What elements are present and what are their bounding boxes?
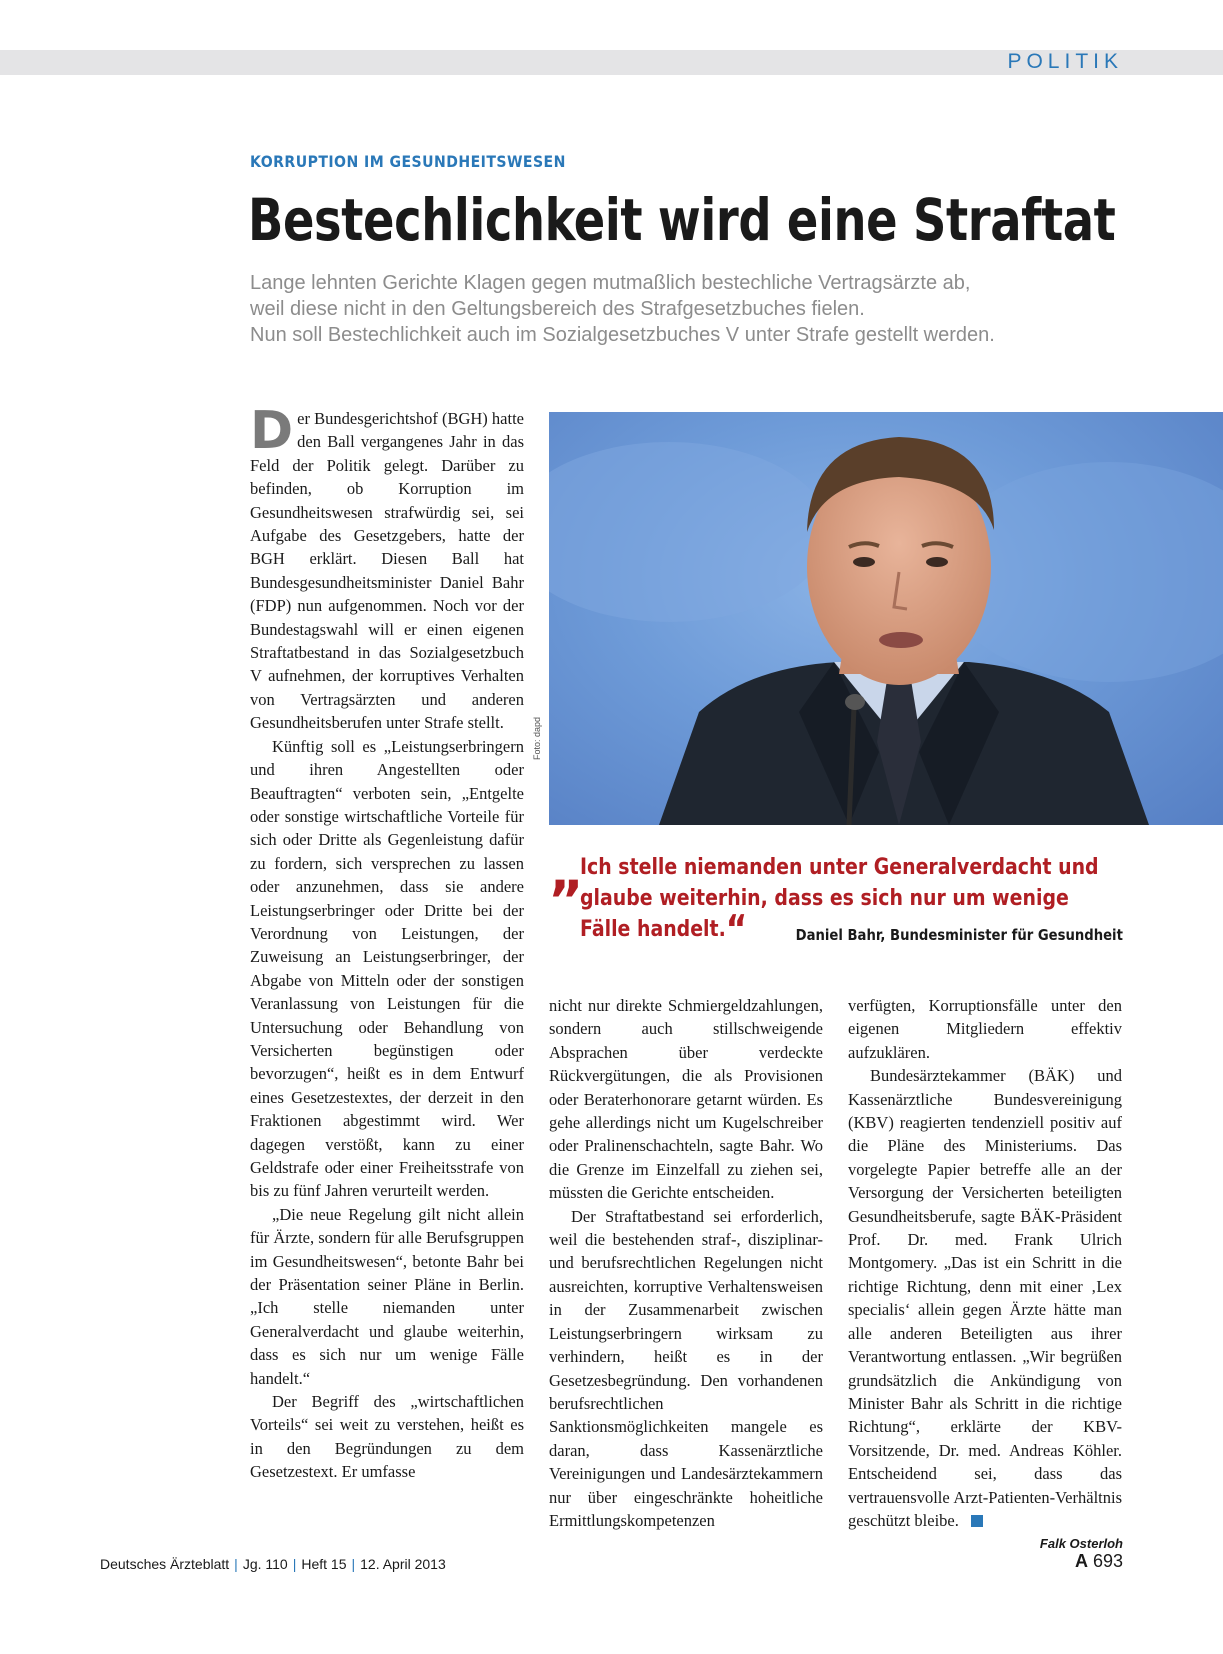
lead-line: weil diese nicht in den Geltungsbereich des Strafgesetzbuches fielen.: [250, 298, 865, 320]
quote-open-mark: „: [549, 840, 585, 903]
body-paragraph: Der Bundesgerichtshof (BGH) hatte den Ball vergangenes Jahr in das Feld der Politik gelegt. Darüber zu befinden, ob Korruption im Gesundheitswesen strafwürdig sei, sei Aufgabe des Gesetzgebers, hatte der BGH erklärt. Diesen Ball hat Bundesgesundheitsminister Daniel Bahr (FDP) nun aufgenommen. Noch vor der Bundestagswahl will er einen eigenen Straftatbestand in das Sozialgesetzbuch V aufnehmen, der korruptives Verhalten von Vertragsärzten und anderen Gesundheitsberufen unter Strafe stellt.: [250, 407, 524, 733]
footer-publication: Deutsches Ärzteblatt: [100, 1556, 230, 1572]
section-label: POLITIK: [1007, 50, 1123, 73]
body-column-1: [250, 407, 524, 1552]
article-lead: [250, 270, 1150, 348]
quote-line: Ich stelle niemanden unter Generalverdacht und: [580, 855, 1099, 880]
body-paragraph: Künftig soll es „Leistungserbringern und ihren Angestellten oder Beauftragten“ verboten sein, „Entgelte oder sonstige wirtschaftliche Vorteile für sich oder Dritte als Gegenleistung dafür zu fordern, sich versprechen zu lassen oder anzunehmen, dass sie andere Leistungserbringer oder Dritte bei der Verordnung von Leistungen, der Zuweisung an Leistungserbringer, der Abgabe von Mitteln oder der sonstigen Veranlassung von Leistungen für die Untersuchung oder Behandlung von Versicherten begünstigen oder bevorzugen“, heißt es in dem Entwurf eines Gesetzestextes, der derzeit in den Fraktionen abgestimmt wird. Wer dagegen verstößt, kann zu einer Geldstrafe oder einer Freiheitsstrafe von bis zu fünf Jahren verurteilt werden.: [250, 736, 524, 1201]
body-column-3: [848, 994, 1122, 1554]
page-number: A 693: [1074, 1551, 1123, 1571]
article-headline: Bestechlichkeit wird eine Straftat: [248, 186, 1116, 254]
portrait-illustration: [549, 412, 1223, 825]
article-kicker: KORRUPTION IM GESUNDHEITSWESEN: [250, 152, 566, 171]
quote-line: Fälle handelt.“: [580, 907, 748, 951]
body-paragraph: verfügten, Korruptionsfälle unter den eigenen Mitgliedern effektiv aufzuklären.: [848, 996, 1122, 1062]
quote-close-mark: “: [725, 907, 748, 951]
lead-line: Nun soll Bestechlichkeit auch im Sozialgesetzbuches V unter Strafe gestellt werden.: [250, 324, 995, 346]
article-author: Falk Osterloh: [1039, 1536, 1123, 1551]
page-footer: Deutsches Ärzteblatt | Jg. 110 | Heft 15 | 12. April 2013: [100, 1556, 446, 1572]
footer-volume: Jg. 110: [242, 1556, 288, 1572]
end-mark-icon: [971, 1515, 983, 1527]
footer-issue: Heft 15: [301, 1556, 347, 1572]
body-paragraph: nicht nur direkte Schmiergeldzahlungen, sondern auch stillschweigende Absprachen über verdeckte Rückvergütungen, die als Provisionen oder Beraterhonorare getarnt würden. Es gehe allerdings nicht um Kugelschreiber oder Pralinenschachteln, sagte Bahr. Wo die Grenze im Einzelfall zu ziehen sei, müssten die Gerichte entscheiden.: [549, 996, 823, 1203]
footer-date: 12. April 2013: [360, 1556, 446, 1572]
body-paragraph: „Die neue Regelung gilt nicht allein für Ärzte, sondern für alle Berufsgruppen im Gesundheitswesen“, betonte Bahr bei der Präsentation seiner Pläne in Berlin. „Ich stelle niemanden unter Generalverdacht und glaube weiterhin, dass es sich nur um wenige Fälle handelt.“: [250, 1204, 524, 1388]
body-paragraph: Bundesärztekammer (BÄK) und Kassenärztliche Bundesvereinigung (KBV) reagierten tendenziell positiv auf die Pläne des Ministeriums. Das vorgelegte Papier betreffe alle an der Versorgung der Versicherten beteiligten Gesundheitsberufe, sagte BÄK-Präsident Prof. Dr. med. Frank Ulrich Montgomery. „Das ist ein Schritt in die richtige Richtung, denn mit einer ‚Lex specialis‘ allein gegen Ärzte hätte man alle anderen Beteiligten aus ihrer Verantwortung entlassen. „Wir begrüßen grundsätzlich die Ankündigung von Minister Bahr als Schritt in die richtige Richtung“, erklärte der KBV-Vorsitzende, Dr. med. Andreas Köhler. Entscheidend sei, dass das vertrauensvolle Arzt-Patienten-Verhältnis geschützt bleibe.: [848, 1066, 1122, 1530]
body-column-2: [549, 994, 823, 1554]
quote-attribution: Daniel Bahr, Bundesminister für Gesundheit: [795, 926, 1123, 944]
drop-cap: D: [250, 407, 294, 461]
article-photo: [549, 412, 1223, 825]
body-paragraph: Der Straftatbestand sei erforderlich, weil die bestehenden straf-, disziplinar- und berufsrechtlichen Regelungen nicht ausreichten, korruptive Verhaltensweisen in der Zusammenarbeit zwischen Leistungserbringern wirksam zu verhindern, heißt es in der Gesetzesbegründung. Den vorhandenen berufsrechtlichen Sanktionsmöglichkeiten mangele es daran, dass Kassenärztliche Vereinigungen und Landesärztekammern nur über eingeschränkte hoheitliche Ermittlungskompetenzen: [549, 1206, 823, 1530]
photo-credit: Foto: dapd: [532, 716, 542, 760]
lead-line: Lange lehnten Gerichte Klagen gegen mutmaßlich bestechliche Vertragsärzte ab,: [250, 272, 971, 294]
quote-line: glaube weiterhin, dass es sich nur um wenige: [580, 886, 1069, 911]
body-paragraph: Der Begriff des „wirtschaftlichen Vorteils“ sei weit zu verstehen, heißt es in den Begründungen zu dem Gesetzestext. Er umfasse: [250, 1392, 524, 1482]
